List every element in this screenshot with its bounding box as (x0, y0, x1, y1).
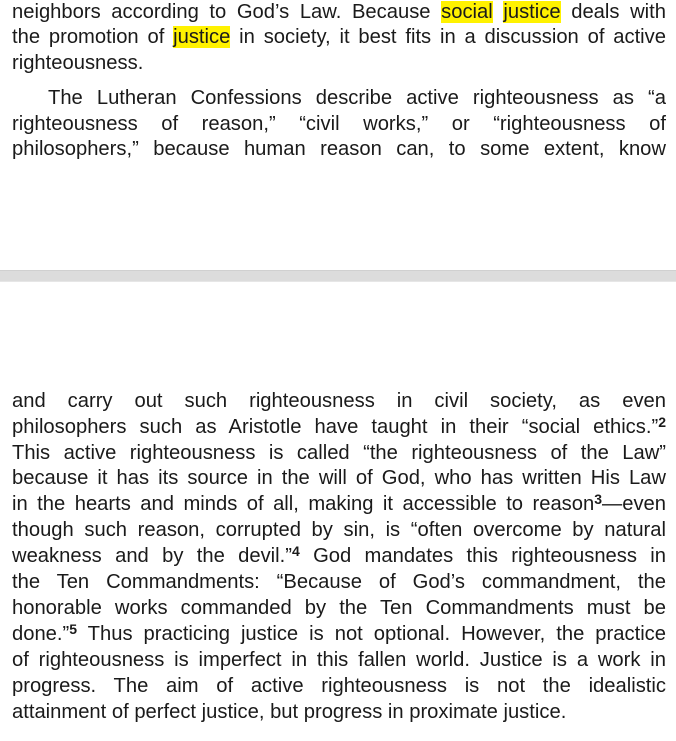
text-line: honorable works commanded by the Ten Commandments must be (12, 597, 666, 619)
highlighted-search-match[interactable]: justice (503, 1, 561, 23)
text-line: righteousness of reason,” “civil works,” or “righteousness of (12, 113, 666, 135)
footnote-marker[interactable]: 4 (291, 543, 300, 559)
highlighted-search-match[interactable]: justice (173, 26, 231, 48)
text-line: progress. The aim of active righteousness is not the idealistic (12, 675, 666, 697)
footnote-marker[interactable]: 2 (658, 414, 666, 430)
highlighted-search-match[interactable]: social (441, 1, 493, 23)
text-run: philosophers such as Aristotle have taught in their “social ethics.” (12, 416, 659, 438)
text-run: the promotion of (12, 26, 174, 48)
text-run: God mandates this righteousness in (299, 545, 666, 567)
page-top (0, 0, 676, 270)
text-line: righteousness. (12, 52, 144, 74)
paragraph-first-line: The Lutheran Confessions describe active righteousness as “a (48, 87, 666, 109)
text-run: neighbors according to God’s Law. Because (12, 1, 442, 23)
text-line (12, 543, 666, 569)
footnote-marker[interactable]: 5 (69, 621, 78, 637)
text-run: done.” (12, 623, 70, 645)
text-line: philosophers,” because human reason can, to some extent, know (12, 138, 666, 160)
text-line (12, 414, 666, 440)
text-line: because it has its source in the will of God, who has written His Law (12, 467, 666, 489)
text-line: though such reason, corrupted by sin, is “often overcome by natural (12, 519, 666, 541)
text-line: This active righteousness is called “the righteousness of the Law” (12, 442, 666, 464)
text-line (12, 0, 666, 25)
text-run (493, 1, 504, 23)
text-line (12, 24, 666, 50)
text-run: deals with (560, 1, 666, 23)
page-bottom (0, 282, 676, 741)
text-line: of righteousness is imperfect in this fallen world. Justice is a work in (12, 649, 666, 671)
text-line: and carry out such righteousness in civil society, as even (12, 390, 666, 412)
page-separator (0, 270, 676, 282)
text-run: weakness and by the devil.” (12, 545, 292, 567)
text-run: —even (602, 493, 666, 515)
text-line (12, 621, 666, 647)
text-line: the Ten Commandments: “Because of God’s commandment, the (12, 571, 666, 593)
text-line: attainment of perfect justice, but progress in proximate justice. (12, 701, 567, 723)
text-run: in the hearts and minds of all, making it accessible to reason (12, 493, 595, 515)
text-line (12, 491, 666, 517)
text-run: in society, it best fits in a discussion of active (230, 26, 666, 48)
footnote-marker[interactable]: 3 (594, 491, 603, 507)
text-run: Thus practicing justice is not optional. However, the practice (77, 623, 666, 645)
